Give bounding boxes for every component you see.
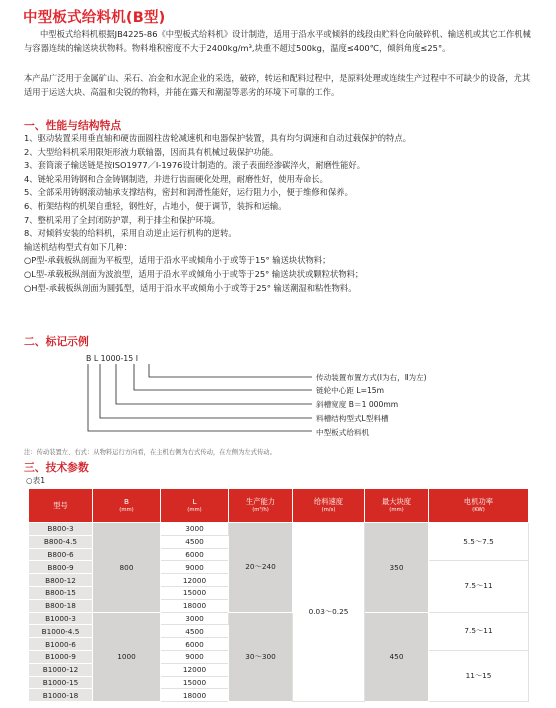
cell-model: B1000-18 [29,689,93,702]
cell-length: 18000 [161,599,229,612]
feature-item: 1、驱动装置采用垂直轴和硬齿面圆柱齿轮减速机和电器保护装置，具有均匀调速和自动过载保护的特点。 [24,133,411,143]
marking-note: 注：传动装置左、右式：从物料运行方向看，在主机右侧为右式传动，在左侧为左式传动。 [24,449,276,456]
intro-paragraph-1: 中型板式给料机根据JB4225-86《中型板式给料机》设计制造，适用于沿水平或倾斜的线段由贮料仓向破碎机、输送机或其它工作机械与容器连续的输送块状物料。物料堆积密度不大于2400kg/m³,块重不超过500kg，温度≤400℃，倾斜角度≤25°。 [24,29,531,54]
cell-model: B1000-4.5 [29,625,93,638]
header-model: 型号 [29,489,93,523]
table-label: ○表1 [26,476,46,485]
form-item: ○L型-承载板纵剖面为波浪型，适用于沿水平或倾角小于或等于25° 输送块状或颗粒状物料； [24,268,364,279]
cell-length: 18000 [161,689,229,702]
header-capacity: 生产能力 (m³/h) [229,489,293,523]
cell-length: 6000 [161,548,229,561]
cell-length: 4500 [161,625,229,638]
header-power: 电机功率 (KW) [429,489,529,523]
table-row [29,612,529,625]
cell-length: 15000 [161,586,229,599]
feature-item: 8、对倾斜安装的给料机，采用自动逆止运行机构的逆转。 [24,228,237,239]
header-lump: 最大块度 (mm) [365,489,429,523]
section-heading-features: 一、性能与结构特点 [24,119,122,132]
cell-model: B1000-15 [29,676,93,689]
cell-length: 9000 [161,650,229,663]
cell-length: 9000 [161,561,229,574]
page-title: 中型板式给料机(B型) [23,10,166,26]
spec-table [28,488,529,702]
feature-item: 5、全部采用铸钢滚动轴承支撑结构，密封和润滑性能好，运行阻力小，便于维修和保养。 [24,187,353,198]
cell-b: 800 [93,523,161,613]
cell-length: 6000 [161,638,229,651]
cell-speed: 0.03～0.25 [293,523,365,702]
marking-diagram [60,350,480,450]
form-item: ○P型-承载板纵剖面为平板型，适用于沿水平或倾角小于或等于15° 输送块状物料； [24,255,331,266]
cell-b: 1000 [93,612,161,702]
table-row [29,523,529,536]
features-list [24,132,411,295]
feature-item: 3、套筒滚子输送链是按ISO1977／I-1976设计制造的。滚子表面经渗碳淬火，耐磨性能好。 [24,160,365,171]
marking-label-machine: 中型板式给料机 [316,428,370,437]
table-header-row [29,489,529,523]
marking-label-width: 斜槽宽度 B＝1 000mm [316,400,399,409]
marking-label-trough: 料槽结构型式L型料槽 [316,414,389,423]
section-heading-specs: 三、技术参数 [24,461,89,474]
cell-power: 11～15 [429,650,529,701]
cell-model: B1000-9 [29,650,93,663]
section-heading-marking: 二、标记示例 [24,335,89,348]
marking-label-drive: 传动装置布置方式(Ⅰ为右，Ⅱ为左) [316,373,427,382]
cell-model: B800-15 [29,586,93,599]
header-b: B (mm) [93,489,161,523]
cell-lump: 350 [365,523,429,613]
cell-length: 3000 [161,523,229,536]
feature-item: 6、桁架结构的机架自重轻，钢性好，占地小，便于调节，装拆和运输。 [24,200,287,211]
cell-model: B1000-3 [29,612,93,625]
cell-model: B800-12 [29,574,93,587]
cell-model: B800-9 [29,561,93,574]
cell-length: 3000 [161,612,229,625]
feature-item: 2、大型给料机采用限矩形液力联轴器，因而具有机械过载保护功能。 [24,146,279,157]
cell-capacity: 20～240 [229,523,293,613]
cell-length: 15000 [161,676,229,689]
form-item: ○H型-承载板纵剖面为圆弧型，适用于沿水平或倾角小于或等于25° 输送潮湿和粘性物料。 [24,282,357,293]
feature-item: 7、整机采用了全封闭防护罩，利于排尘和保护环境。 [24,214,221,225]
cell-model: B800-6 [29,548,93,561]
cell-length: 12000 [161,574,229,587]
cell-power: 7.5～11 [429,561,529,612]
marking-label-sprocket: 链轮中心距 L=15m [316,386,385,395]
cell-capacity: 30～300 [229,612,293,702]
header-speed: 给料速度 (m/s) [293,489,365,523]
cell-model: B800-4.5 [29,535,93,548]
cell-length: 12000 [161,663,229,676]
marking-code: B L 1000-15 I [86,354,139,363]
feature-item: 4、链轮采用铸钢和合金铸钢制造，并进行齿面硬化处理，耐磨性好，使用寿命长。 [24,173,328,184]
cell-power: 7.5～11 [429,612,529,650]
cell-power: 5.5～7.5 [429,523,529,561]
intro-paragraph-2: 本产品广泛用于金属矿山、采石、冶金和水泥企业的采选，破碎，转运和配料过程中，是原料处理或连续生产过程中不可缺少的设备，尤其适用于运送大块、高温和尖锐的物料，并能在露天和潮湿等恶劣的环境下可靠的工作。 [24,73,531,98]
cell-model: B1000-12 [29,663,93,676]
header-l: L (mm) [161,489,229,523]
forms-intro: 输送机结构型式有如下几种： [24,241,132,252]
cell-model: B1000-6 [29,638,93,651]
cell-model: B800-3 [29,523,93,536]
cell-model: B800-18 [29,599,93,612]
cell-lump: 450 [365,612,429,702]
cell-length: 4500 [161,535,229,548]
